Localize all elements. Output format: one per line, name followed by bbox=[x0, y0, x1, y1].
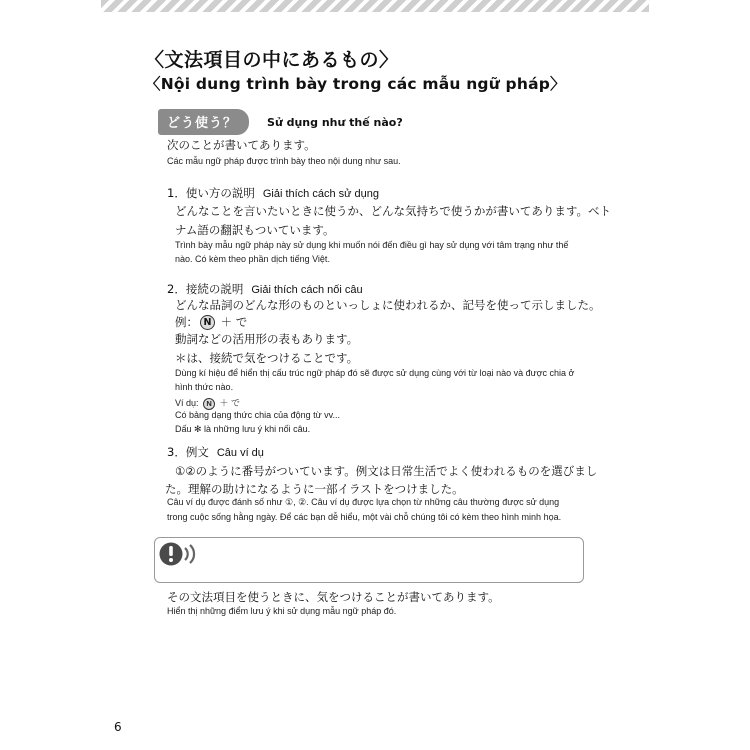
section1-jp-line2: ナム語の翻訳もついています。 bbox=[175, 223, 335, 237]
noun-symbol-small-icon: N bbox=[203, 398, 215, 410]
section2-jp-line3: 動詞などの活用形の表もあります。 bbox=[175, 332, 359, 346]
section2-example bbox=[175, 314, 247, 330]
section2-vi-line2: hình thức nào. bbox=[175, 382, 234, 392]
section3-heading bbox=[167, 444, 264, 460]
section2-vi-line5: Dấu ✻ là những lưu ý khi nối câu. bbox=[175, 424, 311, 434]
usage-badge-title: Sử dụng như thế nào? bbox=[267, 115, 403, 129]
section1-heading-vi: Giải thích cách sử dụng bbox=[262, 188, 380, 200]
section1-heading bbox=[167, 185, 379, 201]
section-title-jp: 〈文法項目の中にあるもの〉 bbox=[145, 49, 399, 71]
example-label: 例： bbox=[175, 315, 198, 329]
section3-heading-jp: 3．例文 bbox=[167, 445, 209, 459]
noun-symbol-icon: N bbox=[200, 315, 215, 330]
section2-vi-example bbox=[175, 396, 240, 410]
page-number: 6 bbox=[114, 720, 122, 734]
section2-jp-line4: ＊は、接続で気をつけることです。 bbox=[175, 351, 359, 365]
top-decorative-strip bbox=[101, 0, 649, 12]
vi-example-rest: ＋ で bbox=[219, 398, 241, 408]
section3-vi-line1: Câu ví dụ được đánh số như ①, ②. Câu ví dụ được lựa chọn từ những câu thường được sử dụng bbox=[167, 497, 560, 507]
usage-badge: どう使う？ bbox=[158, 109, 249, 135]
usage-header bbox=[158, 109, 403, 135]
section2-heading bbox=[167, 281, 363, 297]
caution-vi: Hiển thị những điểm lưu ý khi sử dụng mẫu ngữ pháp đó. bbox=[167, 606, 397, 616]
section1-vi-line1: Trình bày mẫu ngữ pháp này sử dụng khi muốn nói đến điều gì hay sử dụng với tâm trạng như thế bbox=[175, 240, 569, 250]
section-title-vi: 〈Nội dung trình bày trong các mẫu ngữ pháp〉 bbox=[145, 75, 566, 93]
vi-example-label: Ví dụ: bbox=[175, 398, 199, 408]
section2-vi-line4: Có bảng dạng thức chia của động từ vv... bbox=[175, 410, 340, 420]
section1-jp-line1: どんなことを言いたいときに使うか、どんな気持ちで使うかが書いてあります。ベト bbox=[175, 204, 611, 218]
section2-heading-vi: Giải thích cách nối câu bbox=[251, 284, 363, 296]
section1-heading-jp: 1．使い方の説明 bbox=[167, 186, 255, 200]
section3-jp-line2: た。理解の助けになるように一部イラストをつけました。 bbox=[165, 482, 464, 496]
caution-box bbox=[154, 537, 584, 583]
caution-jp: その文法項目を使うときに、気をつけることが書いてあります。 bbox=[167, 590, 500, 604]
section3-jp-line1: ①②のように番号がついています。例文は日常生活でよく使われるものを選びまし bbox=[175, 464, 598, 478]
section3-vi-line2: trong cuộc sống hằng ngày. Để các bạn dễ hiểu, một vài chỗ chúng tôi có kèm theo hình minh họa. bbox=[167, 512, 562, 522]
intro-jp: 次のことが書いてあります。 bbox=[167, 138, 316, 152]
section2-heading-jp: 2．接続の説明 bbox=[167, 282, 244, 296]
section2-vi-line1: Dùng kí hiệu để hiển thị cấu trúc ngữ pháp đó sẽ được sử dụng cùng với từ loại nào và được chia ở bbox=[175, 368, 575, 378]
example-rest: ＋ で bbox=[220, 315, 248, 329]
section1-vi-line2: nào. Có kèm theo phần dịch tiếng Việt. bbox=[175, 254, 330, 264]
section2-jp-line1: どんな品詞のどんな形のものといっしょに使われるか、記号を使って示しました。 bbox=[175, 298, 601, 312]
section3-heading-vi: Câu ví dụ bbox=[216, 447, 264, 459]
exclamation-speaker-icon bbox=[158, 540, 202, 572]
intro-vi: Các mẫu ngữ pháp được trình bày theo nội dung như sau. bbox=[167, 156, 401, 166]
